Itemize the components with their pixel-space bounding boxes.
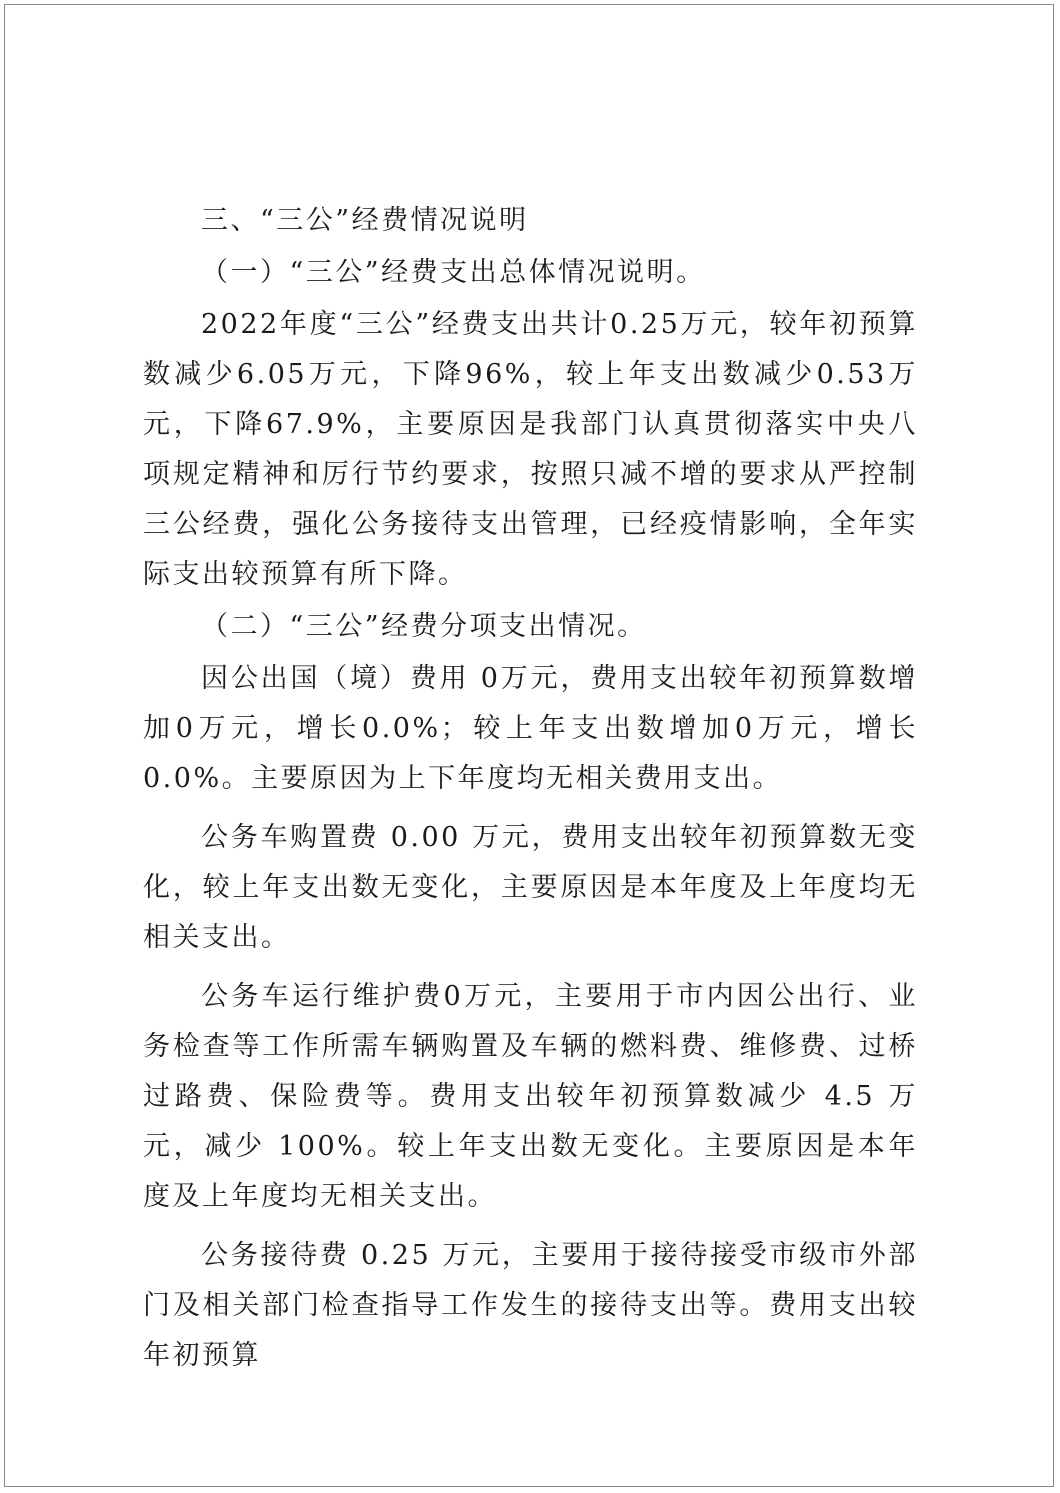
paragraph-vehicle-operation: 公务车运行维护费0万元，主要用于市内因公出行、业务检查等工作所需车辆购置及车辆的燃料费、维修费、过桥过路费、保险费等。费用支出较年初预算数减少 4.5 万元，减少 100%。较上年支出数无变化。主要原因是本年度及上年度均无相关支出。 — [143, 981, 918, 1212]
paragraph-abroad: 因公出国（境）费用 0万元，费用支出较年初预算数增加0万元，增长0.0%；较上年支出数增加0万元，增长0.0%。主要原因为上下年度均无相关费用支出。 — [143, 663, 918, 794]
paragraph-vehicle-purchase: 公务车购置费 0.00 万元，费用支出较年初预算数无变化，较上年支出数无变化，主要原因是本年度及上年度均无相关支出。 — [143, 822, 918, 953]
paragraph-overall: 2022年度“三公”经费支出共计0.25万元，较年初预算数减少6.05万元，下降96%，较上年支出数减少0.53万元，下降67.9%，主要原因是我部门认真贯彻落实中央八项规定精神和厉行节约要求，按照只减不增的要求从严控制三公经费，强化公务接待支出管理，已经疫情影响，全年实际支出较预算有所下降。 — [143, 309, 918, 590]
section-heading: 三、“三公”经费情况说明 — [201, 205, 529, 236]
paragraph-reception: 公务接待费 0.25 万元，主要用于接待接受市级市外部门及相关部门检查指导工作发生的接待支出等。费用支出较年初预算 — [143, 1240, 918, 1371]
sub-heading-itemized: （二）“三公”经费分项支出情况。 — [201, 611, 647, 642]
document-body — [143, 196, 918, 1381]
sub-heading-overall: （一）“三公”经费支出总体情况说明。 — [201, 257, 706, 288]
